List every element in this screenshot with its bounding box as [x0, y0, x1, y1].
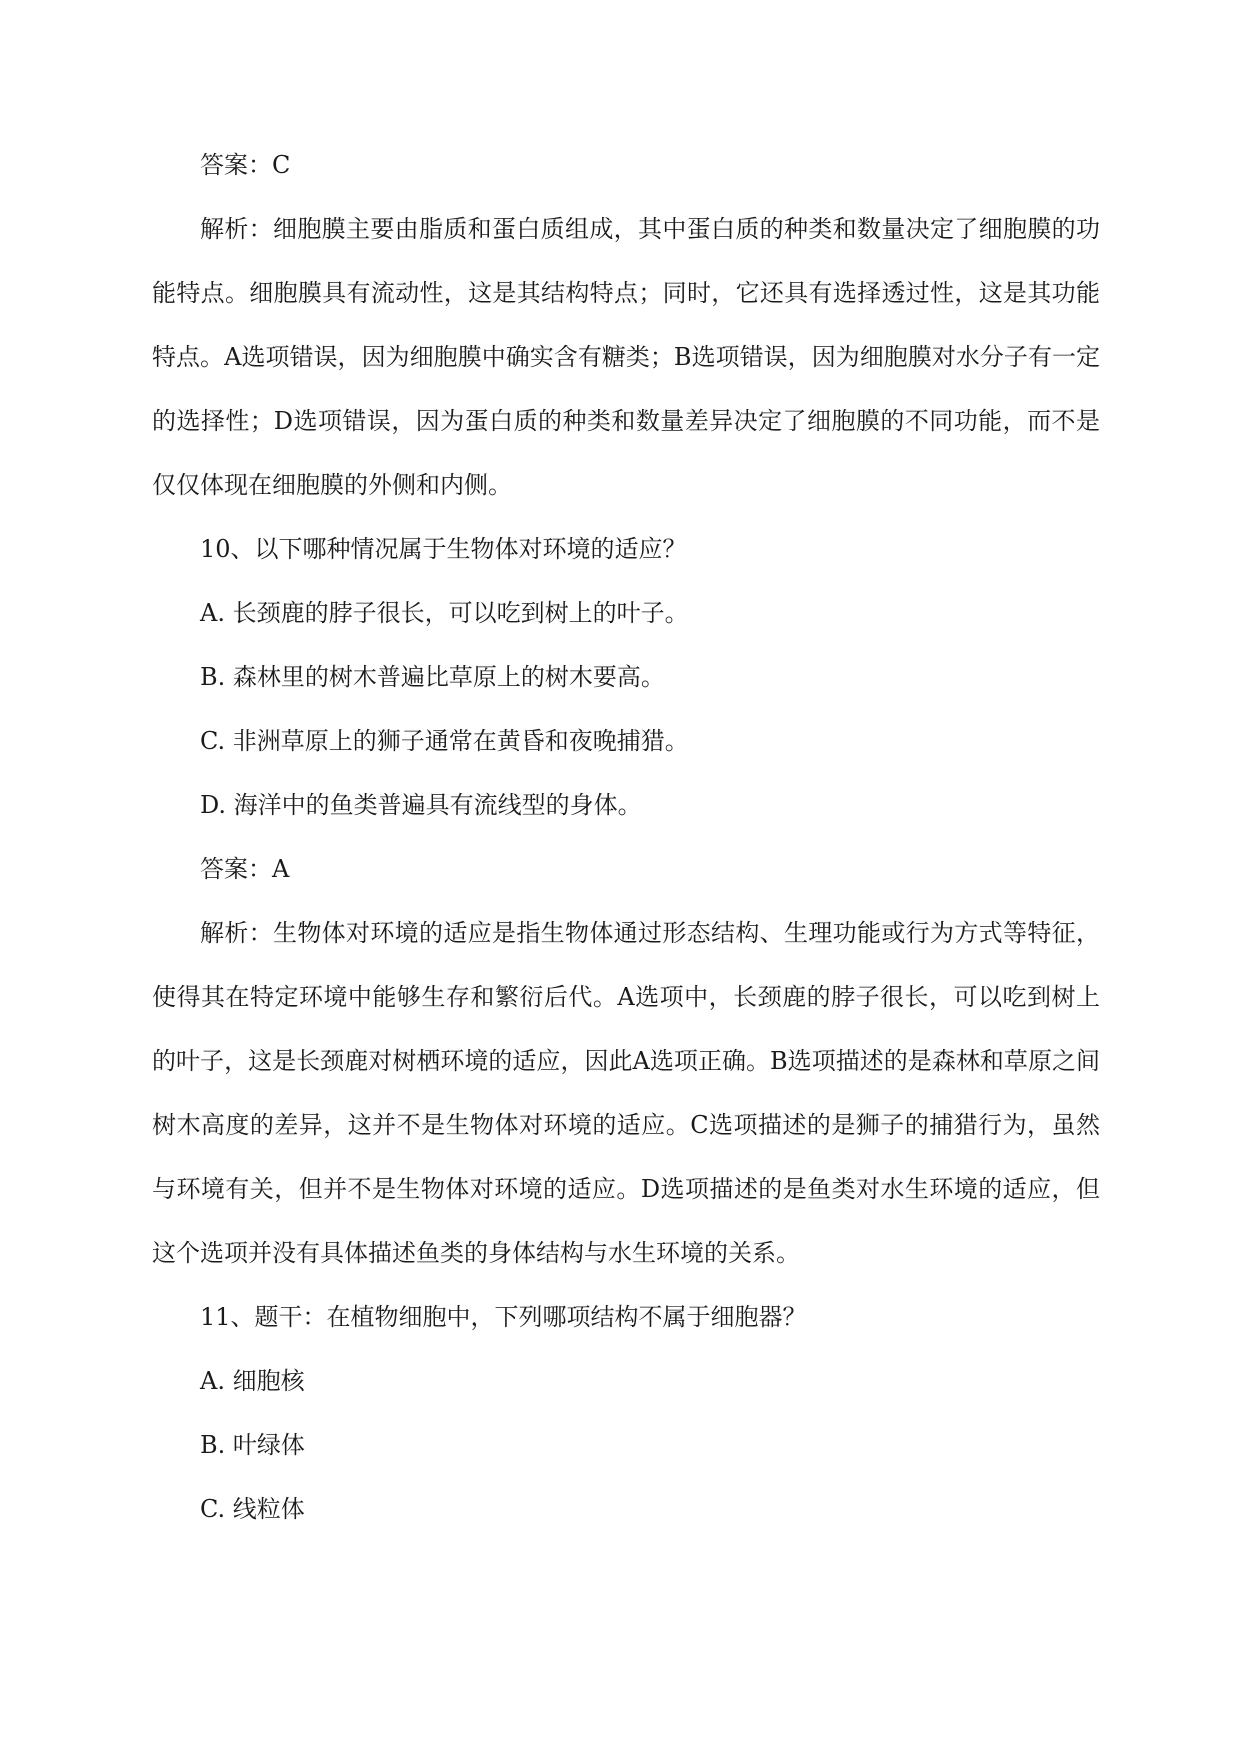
q9-answer: 答案：C [200, 151, 291, 179]
q11-option-b: B. 叶绿体 [200, 1431, 305, 1459]
q10-option-b: B. 森林里的树木普遍比草原上的树木要高。 [200, 663, 665, 691]
q10-analysis: 解析：生物体对环境的适应是指生物体通过形态结构、生理功能或行为方式等特征，使得其在特定环境中能够生存和繁衍后代。A选项中，长颈鹿的脖子很长，可以吃到树上的叶子，这是长颈鹿对树栖环境的适应，因此A选项正确。B选项描述的是森林和草原之间树木高度的差异，这并不是生物体对环境的适应。C选项描述的是狮子的捕猎行为，虽然与环境有关，但并不是生物体对环境的适应。D选项描述的是鱼类对水生环境的适应，但这个选项并没有具体描述鱼类的身体结构与水生环境的关系。 [152, 919, 1100, 1267]
q10-option-c: C. 非洲草原上的狮子通常在黄昏和夜晚捕猎。 [200, 727, 689, 755]
q11-option-a: A. 细胞核 [200, 1367, 305, 1395]
q11-stem: 11、题干：在植物细胞中，下列哪项结构不属于细胞器？ [200, 1303, 807, 1331]
q10-answer: 答案：A [200, 855, 290, 883]
q10-option-a: A. 长颈鹿的脖子很长，可以吃到树上的叶子。 [200, 599, 689, 627]
q10-option-d: D. 海洋中的鱼类普遍具有流线型的身体。 [200, 791, 642, 819]
q9-analysis: 解析：细胞膜主要由脂质和蛋白质组成，其中蛋白质的种类和数量决定了细胞膜的功能特点。细胞膜具有流动性，这是其结构特点；同时，它还具有选择透过性，这是其功能特点。A选项错误，因为细胞膜中确实含有糖类；B选项错误，因为细胞膜对水分子有一定的选择性；D选项错误，因为蛋白质的种类和数量差异决定了细胞膜的不同功能，而不是仅仅体现在细胞膜的外侧和内侧。 [152, 215, 1100, 499]
q10-stem: 10、以下哪种情况属于生物体对环境的适应？ [200, 535, 687, 563]
q11-option-c: C. 线粒体 [200, 1495, 305, 1523]
